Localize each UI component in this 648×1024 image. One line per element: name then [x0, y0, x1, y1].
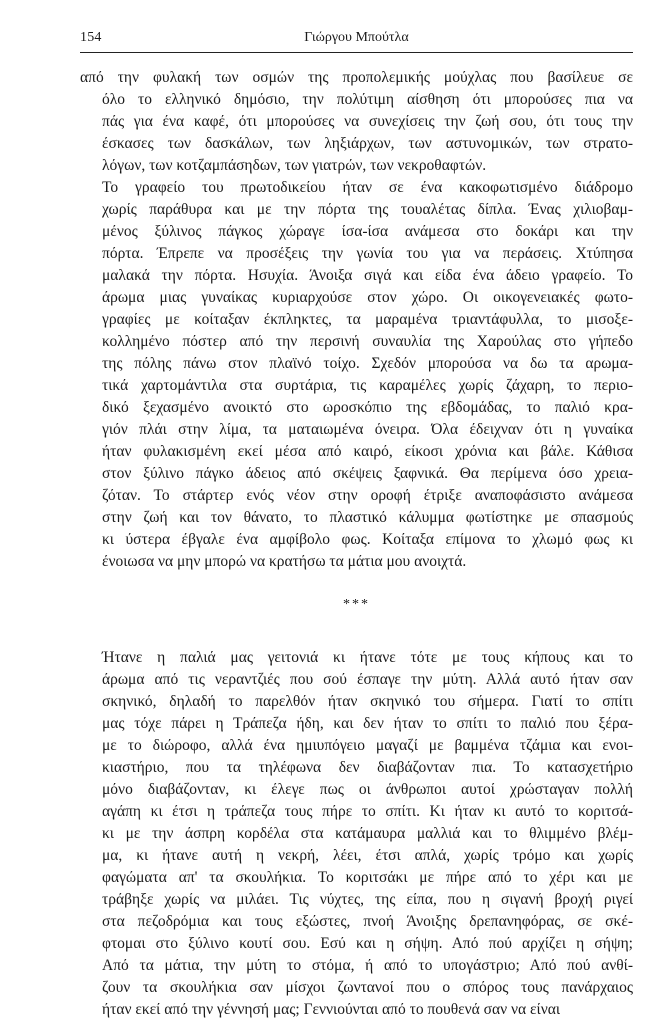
- text-line: κι με την άσπρη κορδέλα στα κατάμαυρα μαλλιά και το θλιμμένο βλέμ-: [102, 825, 633, 842]
- paragraph-2: [80, 177, 633, 573]
- text-line: Από τα μάτια, την μύτη το στόμα, ή από το υπογάστριο; Από πού ανθί-: [102, 957, 633, 974]
- text-line: από την φυλακή των οσμών της προπολεμικής μούχλας που βασίλευε σε: [80, 69, 633, 86]
- text-line: όλο το ελληνικό δημόσιο, την πολύτιμη αίσθηση ότι μπορούσες πια να: [102, 91, 633, 108]
- text-line: ζουν τα σκουλήκια σαν μίσχοι ζωντανοί που ο σπόρος τους πανάρχαιος: [102, 979, 633, 996]
- text-line: της πόλης πάνω στον πλαϊνό τοίχο. Σχεδόν μπορούσα να δω τα αρωμα-: [102, 355, 633, 372]
- text-line: ήταν εκεί από την γέννησή μας; Γεννιούνται από το πουθενά σαν να είναι: [102, 1001, 561, 1018]
- text-line: κι ύστερα έβγαλε ένα αμφίβολο φως. Κοίταξα επίμονα το χλωμό φως κι: [102, 531, 633, 548]
- text-line: άρωμα μιας γυναίκας κυριαρχούσε στον χώρο. Οι οικογενειακές φωτο-: [102, 289, 633, 306]
- text-line: λόγων, των κοτζαμπάσηδων, των γιατρών, των νεκροθαφτών.: [102, 157, 487, 174]
- text-line: στον ξύλινο πάγκο άδειος από σκέψεις ξαφνικά. Θα περίμενα όσο χρεια-: [102, 465, 633, 482]
- text-line: χωρίς παράθυρα και με την πόρτα της τουαλέτας δίπλα. Ένας χιλιοβαμ-: [102, 201, 633, 218]
- text-line: σκηνικό, δηλαδή το παρελθόν ήταν σκηνικό του σήμερα. Γιατί το σπίτι: [102, 693, 633, 710]
- text-line: Το γραφείο του πρωτοδικείου ήταν σε ένα κακοφωτισμένο διάδρομο: [102, 179, 633, 196]
- text-line: πάς για ένα καφέ, ότι μπορούσες να συνεχίσεις την ζωή σου, ότι τους την: [102, 113, 633, 130]
- text-line: μένος ξύλινος πάγκος χώραγε ίσα-ίσα ανάμεσα στο δοκάρι και την: [102, 223, 633, 240]
- text-line: δικό ξεχασμένο ανοικτό στο ωροσκόπιο της εβδομάδας, το παλιό κρα-: [102, 399, 633, 416]
- text-line: τικά χαρτομάντιλα στα συρτάρια, τις καραμέλες χωρίς ζάχαρη, το περιο-: [102, 377, 633, 394]
- text-line: γιόν πλάι στην λίμα, τα ματαιωμένα όνειρα. Όλα έδειχναν ότι η γυναίκα: [102, 421, 633, 438]
- text-line: Ήτανε η παλιά μας γειτονιά κι ήτανε τότε με τους κήπους και το: [102, 649, 633, 666]
- text-line: τράβηξε χωρίς να μιλάει. Τις νύχτες, της είπα, που η σιγανή βροχή ριγεί: [102, 891, 633, 908]
- page-number: 154: [80, 30, 102, 45]
- page-body: [80, 67, 633, 1021]
- text-line: φτομαι στο ξύλινο κουτί σου. Εσύ και η σήψη. Από πού αρχίζει η σήψη;: [102, 935, 633, 952]
- text-line: μας τόχε πάρει η Τράπεζα ήδη, και δεν ήταν το σπίτι το παλιό που ξέρα-: [102, 715, 633, 732]
- text-line: κιαστήριο, που τα τηλέφωνα δεν διαβάζονταν πια. Το κατασχετήριο: [102, 759, 633, 776]
- text-line: με το διώροφο, αλλά ένα ημιυπόγειο μαγαζί με βαμμένα τζάμια και ενοι-: [102, 737, 633, 754]
- text-line: στα πεζοδρόμια και τους εξώστες, πνοή Άνοιξης δρεπανηφόρας, σε σκέ-: [102, 913, 633, 930]
- running-head: Γιώργου Μπούτλα: [304, 30, 409, 45]
- text-line: αγάπη κι έτσι η τράπεζα τους πήρε το σπίτι. Κι ήταν κι αυτό το κοριτσά-: [102, 803, 633, 820]
- text-line: μαλακά την πόρτα. Ησυχία. Άνοιξα σιγά και είδα ένα άδειο γραφείο. Το: [102, 267, 633, 284]
- text-line: ζόταν. Το στάρτερ ενός νέον στην οροφή έτριξε αναποφάσιστο ανάμεσα: [102, 487, 633, 504]
- text-line: άρωμα από τις νεραντζιές που σού έσπαγε την μύτη. Αλλά αυτό ήταν σαν: [102, 671, 633, 688]
- text-line: μόνο διαβάζονταν, κι έλεγε πως οι άνθρωποι αυτοί χρώσταγαν πολλή: [102, 781, 633, 798]
- text-line: στην ζωή και τον θάνατο, το πλαστικό κάλυμμα φωτίστηκε με σπασμούς: [102, 509, 633, 526]
- text-line: ένοιωσα να μην μπορώ να κρατήσω τα μάτια μου ανοιχτά.: [102, 553, 467, 570]
- text-line: φαγώματα απ' τα σκουλήκια. Το κοριτσάκι με πήρε από το χέρι και με: [102, 869, 633, 886]
- text-line: ήταν φυλακισμένη εκεί μέσα από καιρό, είκοσι χρόνια και βάλε. Κάθισα: [102, 443, 633, 460]
- text-line: γραφίες με κοίταξαν έκπληκτες, τα μαραμένα τριαντάφυλλα, το μισοξε-: [102, 311, 633, 328]
- page-header: [80, 30, 633, 53]
- text-line: πόρτα. Έπρεπε να προσέξεις την γωνία του για να περάσεις. Χτύπησα: [102, 245, 633, 262]
- text-line: μα, κι ήτανε αυτή η νεκρή, λέει, έτσι απλά, χωρίς τρόμο και χωρίς: [102, 847, 633, 864]
- text-line: έσκασες των δασκάλων, των ληξιάρχων, των αστυνομικών, των στρατο-: [102, 135, 633, 152]
- text-line: κολλημένο πόστερ από την περσινή συναυλία της Χαρούλας στο γήπεδο: [102, 333, 633, 350]
- paragraph-3: [80, 647, 633, 1021]
- paragraph-1: [80, 67, 633, 177]
- section-separator: ***: [343, 597, 370, 612]
